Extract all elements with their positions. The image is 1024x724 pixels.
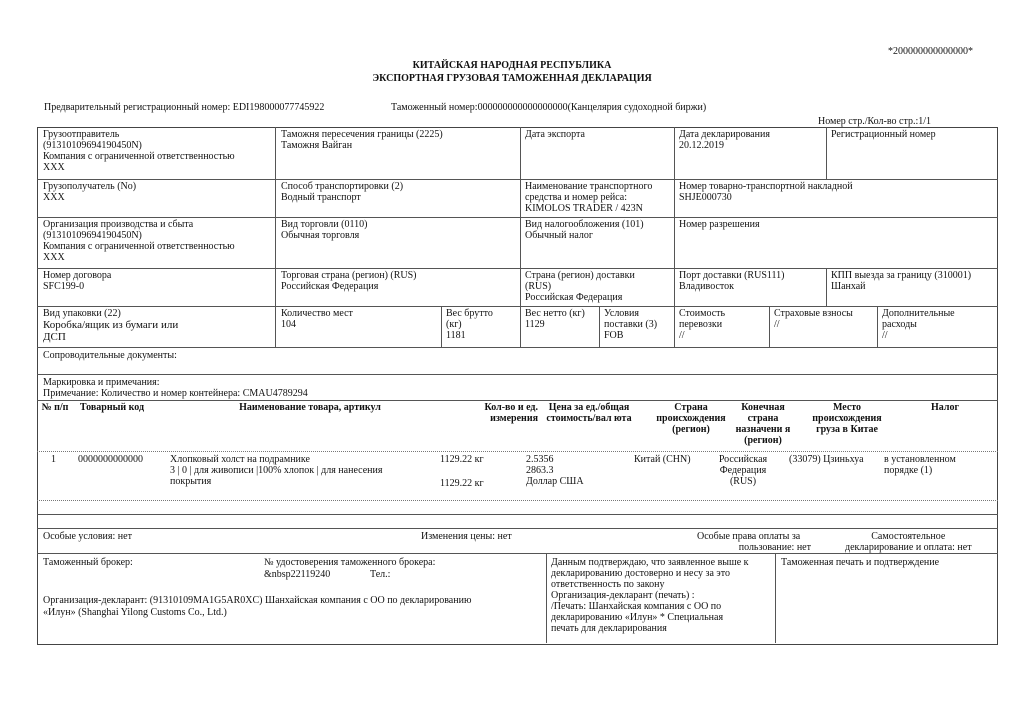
marks-label: Маркировка и примечания: [43,377,160,388]
trade-country-cell [281,270,417,292]
exit-value: Шанхай [831,281,866,292]
decl-date-label: Дата декларирования [679,129,770,140]
goods-unit-price: 2.5356 [526,454,554,465]
marks-cell [43,377,308,399]
trade-type-cell [281,219,367,241]
shipper-cell [43,129,235,173]
confirmation-line6: декларированию «Илун» * Специальная [551,612,724,623]
goods-name-line1: Хлопковый холст на подрамнике [170,454,310,465]
contract-cell [43,270,111,292]
packaging-label: Вид упаковки (22) [43,308,121,319]
col-header-tax: Налог [930,402,960,413]
producer-cell [43,219,235,263]
vehicle-cell [525,181,652,214]
col-header-num: № п/п [41,402,69,413]
insurance-label: Страховые взносы [774,308,853,319]
goods-name [170,454,382,487]
goods-name-line2: 3 | 0 | для живописи |100% хлопок | для нанесения [170,465,383,476]
packaging-value: Коробка/ящик из бумаги или [43,319,179,331]
broker-label: Таможенный брокер: [43,557,133,568]
decl-date-cell [679,129,770,151]
port-cell [679,270,784,292]
page-counter: Номер стр./Кол-во стр.:1/1 [818,116,932,127]
terms-value: FOB [604,330,624,341]
packaging-value-2: ДСП [43,331,66,343]
goods-total-price: 2863.3 [526,465,554,476]
customs-stamp-label: Таможенная печать и подтверждение [781,557,940,568]
col-header-name: Наименование товара, артикул [239,402,381,413]
shipper-label: Грузоотправитель [43,129,120,140]
gross-label: Вес брутто [446,308,493,319]
prereg-number: Предварительный регистрационный номер: EDI198000077745922 [44,102,325,113]
permit-cell [679,219,760,230]
producer-name: Компания с ограниченной ответственностью [43,241,235,252]
freight-label-2: перевозки [679,319,723,330]
export-date-cell [525,129,585,140]
shipper-suffix: ХХХ [43,162,65,173]
port-value: Владивосток [679,281,734,292]
decl-date-value: 20.12.2019 [679,140,724,151]
consignee-label: Грузополучатель (No) [43,181,137,192]
gross-value: 1181 [446,330,466,341]
net-label: Вес нетто (кг) [525,308,585,319]
goods-qty-1: 1129.22 кг [440,454,484,465]
border-customs-label: Таможня пересечения границы (2225) [281,129,443,140]
places-label: Количество мест [281,308,353,319]
declarant-line1: Организация-декларант: (91310109MA1G5AR0XC) Шанхайская компания с ОО по декларированию [43,595,472,606]
title-country: КИТАЙСКАЯ НАРОДНАЯ РЕСПУБЛИКА [412,60,612,71]
vehicle-value: KIMOLOS TRADER / 423N [525,203,643,214]
border-customs-value: Таможня Вайган [281,140,353,151]
extra-costs-cell [882,308,955,341]
self-declaration-line1: Самостоятельное [871,531,946,542]
goods-origin: Китай (CHN) [634,454,691,465]
bill-value: SHJE000730 [679,192,732,203]
col-header-dest: Конечная страна назначени я (регион) [735,402,791,446]
confirmation-line7: печать для декларирования [551,623,667,634]
goods-num: 1 [51,454,56,465]
goods-currency: Доллар США [526,476,584,487]
goods-dest-line1: Российская [718,454,768,465]
col-header-place: Место происхождения груза в Китае [812,402,882,435]
border-customs-cell [281,129,443,151]
goods-name-line3: покрытия [170,476,212,487]
special-payment-line1: Особые права оплаты за [697,531,801,542]
freight-label: Стоимость [679,308,726,319]
extra-costs-label: Дополнительные [882,308,955,319]
special-conditions: Особые условия: нет [43,531,132,542]
extra-costs-value: // [882,330,888,341]
marks-note: Примечание: Количество и номер контейнера: CMAU4789294 [43,388,308,399]
docs-label: Сопроводительные документы: [43,350,177,361]
goods-dest-line3: (RUS) [729,476,757,487]
broker-cert-label: № удостоверения таможенного брокера: [264,557,436,568]
export-date-label: Дата экспорта [525,129,585,140]
bill-cell [679,181,853,203]
bill-label: Номер товарно-транспортной накладной [679,181,853,192]
declarant-line2: «Илун» (Shanghai Yilong Customs Co., Ltd.) [43,607,227,618]
goods-tax [884,454,956,476]
col-header-price: Цена за ед./общая стоимость/вал юта [546,402,632,424]
vehicle-label-2: средства и номер рейса: [525,192,628,203]
places-value: 104 [281,319,296,330]
goods-dest [713,454,773,487]
producer-suffix: ХХХ [43,252,65,263]
terms-cell [604,308,657,341]
exit-label: КПП выезда за границу (310001) [831,270,972,281]
terms-label-2: поставки (3) [604,319,658,330]
exit-cell [831,270,971,292]
extra-costs-label-2: расходы [882,319,917,330]
confirmation-line2: декларированию достоверно и несу за это [551,568,730,579]
price-change: Изменения цены: нет [421,531,512,542]
dest-country-code: (RUS) [525,281,552,292]
col-header-qty: Кол-во и ед. измерения [484,402,538,424]
transport-cell [281,181,403,203]
packaging-cell [43,308,178,343]
net-value: 1129 [525,319,545,330]
broker-cert-value: &nbsp22119240 [264,569,331,580]
goods-place: (33079) Цзиньхуа [789,454,864,465]
goods-qty-2: 1129.22 кг [440,478,484,489]
special-payment-line2: пользование: нет [738,542,811,553]
dest-country-cell [525,270,635,303]
self-declaration-line2: декларирование и оплата: нет [845,542,972,553]
trade-country-label: Торговая страна (регион) (RUS) [281,270,417,281]
net-cell [525,308,585,330]
confirmation-line1: Данным подтверждаю, что заявленное выше к [551,557,749,568]
broker-tel-label: Тел.: [370,569,391,580]
terms-label: Условия [604,308,639,319]
goods-dest-line2: Федерация [719,465,767,476]
confirmation-line3: ответственность по закону [551,579,665,590]
tax-type-value: Обычный налог [525,230,593,241]
trade-type-value: Обычная торговля [281,230,360,241]
reg-number-label: Регистрационный номер [831,129,936,140]
transport-value: Водный транспорт [281,192,361,203]
special-payment [697,531,811,553]
document-code: *200000000000000* [888,46,973,57]
col-header-origin: Страна происхождения (регион) [656,402,726,435]
goods-tax-line1: в установленном [884,454,956,465]
places-cell [281,308,353,330]
confirmation-line5: /Печать: Шанхайская компания с ОО по [551,601,722,612]
freight-cell [679,308,725,341]
goods-code: 0000000000000 [78,454,143,465]
trade-country-value: Российская Федерация [281,281,379,292]
port-label: Порт доставки (RUS111) [679,270,785,281]
permit-label: Номер разрешения [679,219,760,230]
insurance-value: // [774,319,780,330]
dest-country-value: Российская Федерация [525,292,623,303]
contract-label: Номер договора [43,270,112,281]
reg-number-cell [831,129,936,140]
insurance-cell [774,308,853,330]
producer-code: (91310109694190450N) [43,230,142,241]
gross-unit: (кг) [446,319,462,330]
goods-price [526,454,584,487]
transport-label: Способ транспортировки (2) [281,181,404,192]
confirmation-line4: Организация-декларант (печать) : [551,590,695,601]
col-header-code: Товарный код [79,402,145,413]
producer-label: Организация производства и сбыта [43,219,194,230]
tax-type-cell [525,219,644,241]
self-declaration [845,531,972,553]
freight-value: // [679,330,685,341]
goods-tax-line2: порядке (1) [884,465,933,476]
vehicle-label: Наименование транспортного [525,181,653,192]
shipper-name: Компания с ограниченной ответственностью [43,151,235,162]
gross-cell [446,308,493,341]
consignee-cell [43,181,136,203]
consignee-value: ХХХ [43,192,65,203]
tax-type-label: Вид налогообложения (101) [525,219,644,230]
dest-country-label: Страна (регион) доставки [525,270,635,281]
shipper-code: (91310109694190450N) [43,140,142,151]
contract-value: SFC199-0 [43,281,85,292]
page-title: ЭКСПОРТНАЯ ГРУЗОВАЯ ТАМОЖЕННАЯ ДЕКЛАРАЦИЯ [372,73,652,84]
trade-type-label: Вид торговли (0110) [281,219,368,230]
confirmation-block [551,557,749,634]
customs-number: Таможенный номер:000000000000000000(Канцелярия судоходной биржи) [391,102,707,113]
